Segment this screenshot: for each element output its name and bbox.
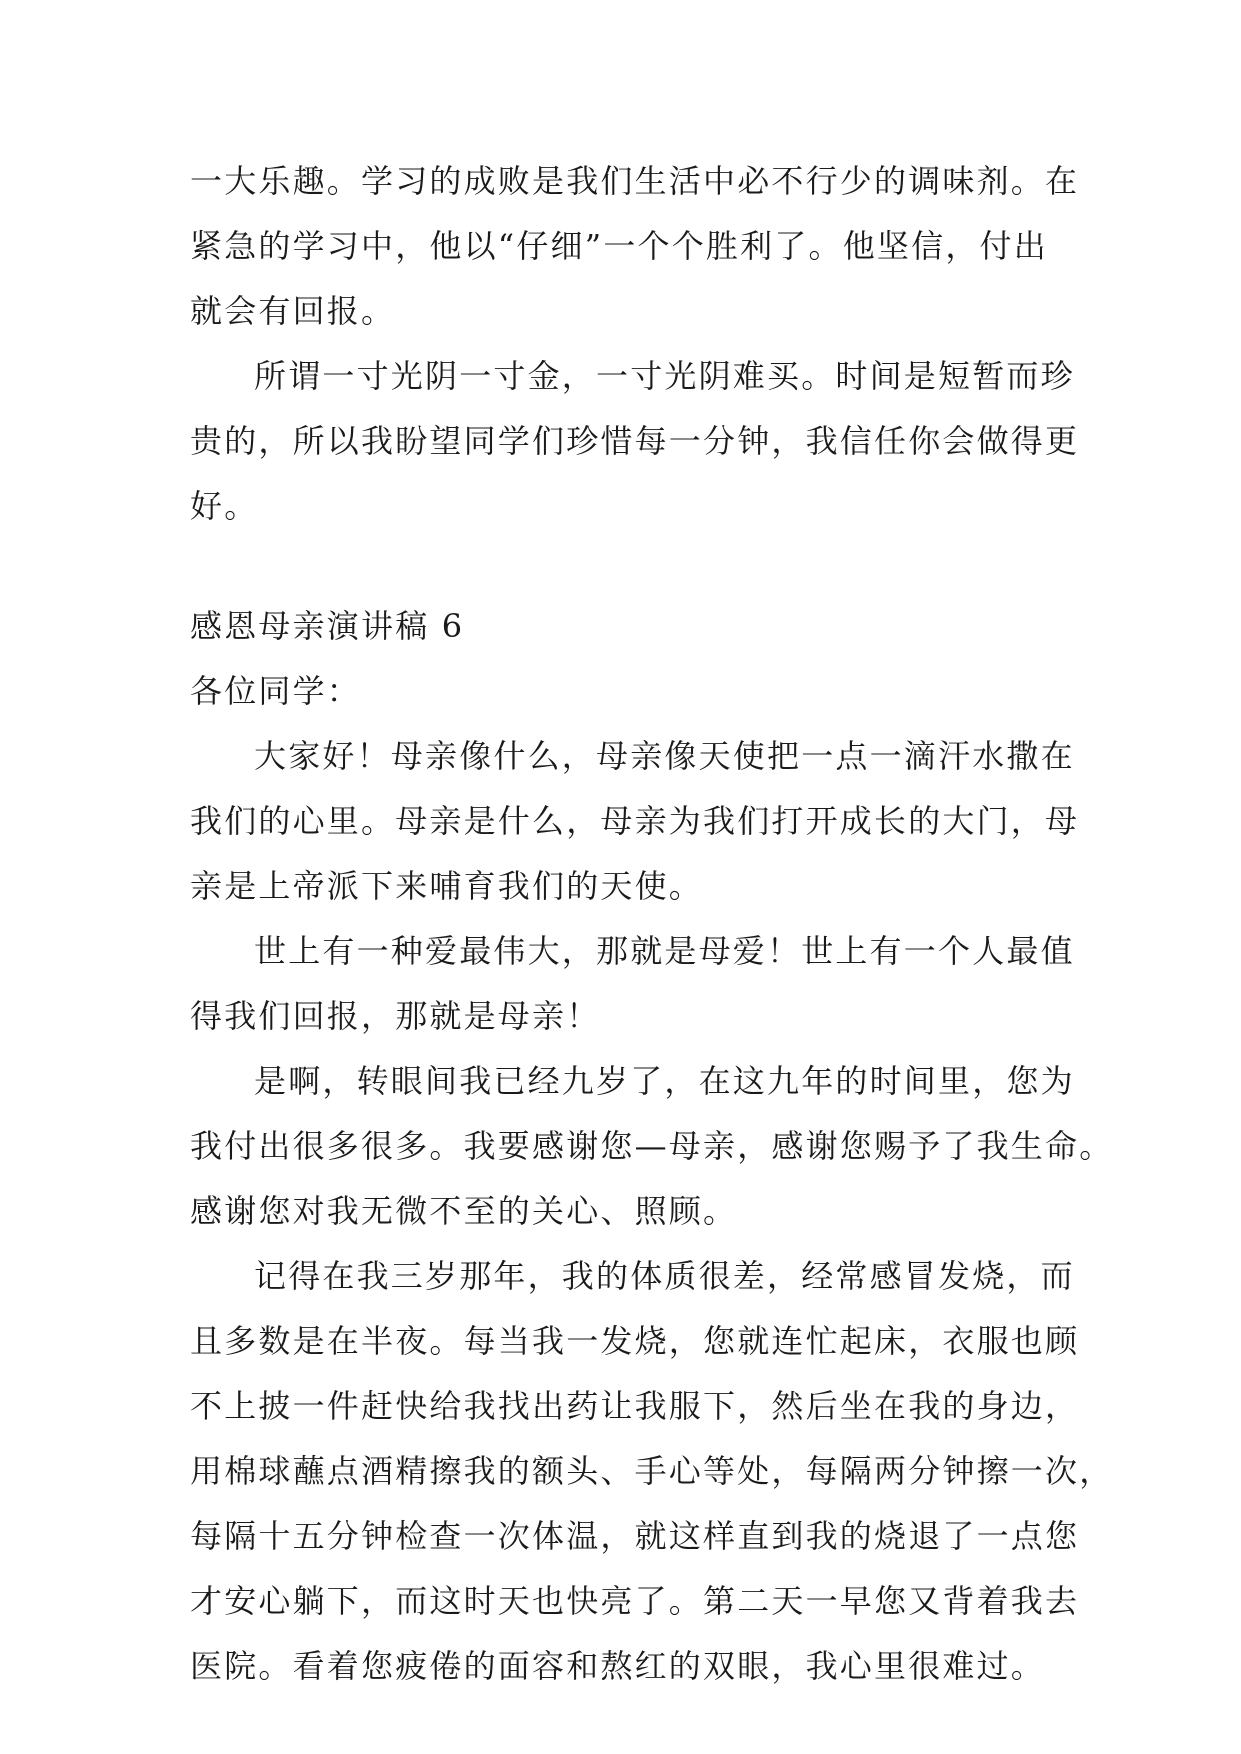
paragraph-line: 亲是上帝派下来哺育我们的天使。 — [190, 867, 704, 905]
paragraph-line: 贵的，所以我盼望同学们珍惜每一分钟，我信任你会做得更 — [190, 422, 1080, 460]
paragraph-line: 世上有一种爱最伟大，那就是母爱！世上有一个人最值 — [254, 932, 1075, 970]
paragraph-line: 用棉球蘸点酒精擦我的额头、手心等处，每隔两分钟擦一次， — [190, 1452, 1114, 1490]
paragraph-line: 且多数是在半夜。每当我一发烧，您就连忙起床，衣服也顾 — [190, 1322, 1080, 1360]
section-title: 感恩母亲演讲稿 6 — [190, 607, 465, 645]
section-gap — [190, 550, 1060, 605]
paragraph-line: 感谢您对我无微不至的关心、照顾。 — [190, 1192, 738, 1230]
paragraph-line: 好。 — [190, 487, 259, 525]
paragraph-line: 记得在我三岁那年，我的体质很差，经常感冒发烧，而 — [254, 1257, 1075, 1295]
paragraph-line: 大家好！母亲像什么，母亲像天使把一点一滴汗水撒在 — [254, 737, 1075, 775]
paragraph-line: 才安心躺下，而这时天也快亮了。第二天一早您又背着我去 — [190, 1582, 1080, 1620]
salutation: 各位同学： — [190, 672, 362, 710]
paragraph-line: 是啊，转眼间我已经九岁了，在这九年的时间里，您为 — [254, 1062, 1075, 1100]
paragraph-line: 就会有回报。 — [190, 292, 396, 330]
paragraph-line: 所谓一寸光阴一寸金，一寸光阴难买。时间是短暂而珍 — [254, 357, 1075, 395]
document-content — [190, 160, 1114, 1710]
paragraph-line: 一大乐趣。学习的成败是我们生活中必不行少的调味剂。在 — [190, 162, 1080, 200]
paragraph-line: 得我们回报，那就是母亲！ — [190, 997, 601, 1035]
paragraph-line: 我付出很多很多。我要感谢您—母亲，感谢您赐予了我生命。 — [190, 1127, 1114, 1165]
paragraph-line: 我们的心里。母亲是什么，母亲为我们打开成长的大门，母 — [190, 802, 1080, 840]
paragraph-line: 每隔十五分钟检查一次体温，就这样直到我的烧退了一点您 — [190, 1517, 1080, 1555]
paragraph-line: 紧急的学习中，他以“仔细”一个个胜利了。他坚信，付出 — [190, 227, 1048, 265]
paragraph-line: 不上披一件赶快给我找出药让我服下，然后坐在我的身边， — [190, 1387, 1080, 1425]
paragraph-line: 医院。看着您疲倦的面容和熬红的双眼，我心里很难过。 — [190, 1647, 1046, 1685]
